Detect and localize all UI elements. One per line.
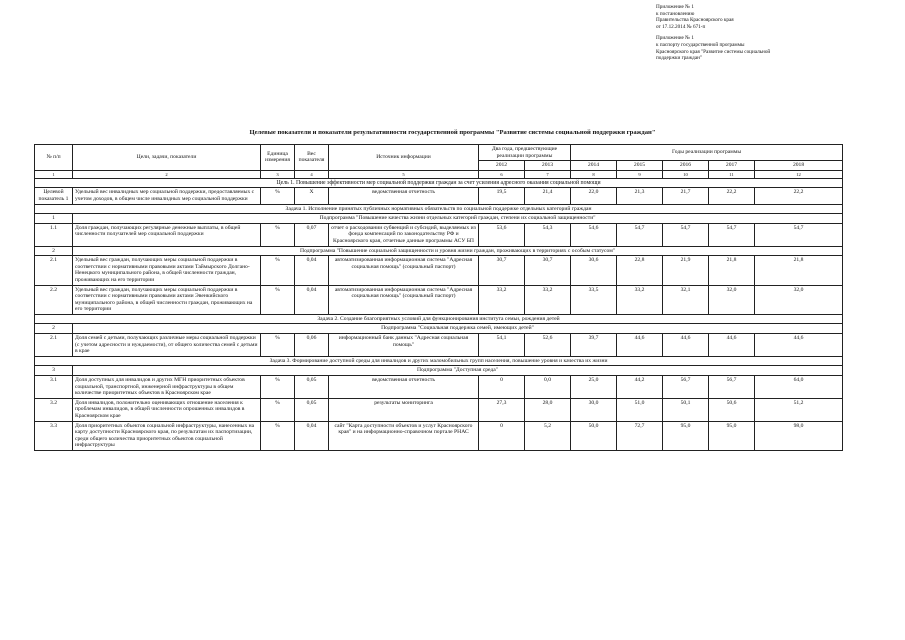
indicator-unit: % bbox=[261, 398, 295, 421]
indicators-table bbox=[34, 144, 843, 451]
indicator-value: 22,2 bbox=[709, 188, 755, 204]
indicator-value: 0 bbox=[479, 376, 525, 399]
indicator-number: 3.1 bbox=[35, 376, 73, 399]
indicator-name: Доля семей с детьми, получающих различные меры социальной поддержки (с учетом адресности и нуждаемости), от общего количества семей с детьми в крае bbox=[73, 334, 261, 357]
indicator-value: 0,0 bbox=[525, 376, 571, 399]
indicator-weight: 0,06 bbox=[295, 334, 329, 357]
table-row bbox=[35, 188, 843, 204]
indicator-value: 54,6 bbox=[571, 223, 617, 246]
indicator-source: автоматизированная информационная система "Адресная социальная помощь" (социальный паспорт) bbox=[329, 285, 479, 314]
indicator-number: Целевой показатель 1 bbox=[35, 188, 73, 204]
indicator-value: 44,6 bbox=[755, 334, 843, 357]
subprogram-row bbox=[35, 366, 843, 376]
appendix-note-decree bbox=[656, 4, 896, 30]
indicator-number: 3.2 bbox=[35, 398, 73, 421]
col-index: 6 bbox=[479, 170, 525, 178]
indicator-name: Доля приоритетных объектов социальной инфраструктуры, нанесенных на карту доступности Красноярского края, по результатам их паспортизации, среди общего количества приоритетных объектов социальной инфраструктуры bbox=[73, 421, 261, 450]
note-line: Правительства Красноярского края bbox=[656, 17, 734, 24]
indicator-source: ведомственная отчетность bbox=[329, 188, 479, 204]
col-unit-header: Единица измерения bbox=[261, 145, 295, 171]
col-num-header: № п/п bbox=[35, 145, 73, 171]
indicator-value: 0 bbox=[479, 421, 525, 450]
indicator-value: 64,0 bbox=[755, 376, 843, 399]
indicator-value: 33,2 bbox=[617, 285, 663, 314]
indicator-source: автоматизированная информационная система "Адресная социальная помощь" (социальный паспорт) bbox=[329, 256, 479, 285]
indicator-value: 44,6 bbox=[617, 334, 663, 357]
indicator-unit: % bbox=[261, 188, 295, 204]
indicator-number: 2.1 bbox=[35, 334, 73, 357]
subprogram-number: 2 bbox=[35, 246, 73, 256]
note-line: Приложение № 1 bbox=[656, 35, 694, 42]
col-index: 3 bbox=[261, 170, 295, 178]
indicator-source: информационный банк данных "Адресная социальная помощь" bbox=[329, 334, 479, 357]
indicator-value: 52,6 bbox=[525, 334, 571, 357]
indicator-value: 54,7 bbox=[663, 223, 709, 246]
indicator-value: 51,2 bbox=[755, 398, 843, 421]
year-2013: 2013 bbox=[525, 161, 571, 171]
appendix-note-passport bbox=[656, 35, 896, 61]
indicator-name: Доля доступных для инвалидов и других МГН приоритетных объектов социальной, транспортной, инженерной инфраструктуры в общем количестве приоритетных объектов в Красноярском крае bbox=[73, 376, 261, 399]
indicator-name: Удельный вес граждан, получающих меры социальной поддержки в соответствии с нормативными правовыми актами Таймырского Долгано-Ненецкого муниципального района, в общей численности граждан, проживающих на его территории bbox=[73, 256, 261, 285]
col-index: 5 bbox=[329, 170, 479, 178]
goal-title: Цель 1. Повышение эффективности мер социальной поддержки граждан за счет усиления адресного оказания социальной помощи bbox=[35, 178, 843, 188]
table-row bbox=[35, 376, 843, 399]
indicator-unit: % bbox=[261, 376, 295, 399]
indicator-value: 54,7 bbox=[617, 223, 663, 246]
indicator-value: 5,2 bbox=[525, 421, 571, 450]
indicator-value: 95,0 bbox=[709, 421, 755, 450]
indicator-source: отчет о расходовании субвенций и субсидий, выделяемых из фонда компенсаций по законодательству РФ и Красноярского края, отчетные данные программы АСУ БП bbox=[329, 223, 479, 246]
document-title: Целевые показатели и показатели результативности государственной программы "Развитие системы социальной поддержки граждан" bbox=[249, 129, 656, 136]
indicator-value: 56,7 bbox=[709, 376, 755, 399]
indicator-name: Удельный вес граждан, получающих меры социальной поддержки в соответствии с нормативными правовыми актами Эвенкийского муниципального района, в общей численности граждан, проживающих на его территории bbox=[73, 285, 261, 314]
indicator-value: 50,1 bbox=[663, 398, 709, 421]
note-line: к постановлению bbox=[656, 10, 695, 17]
indicator-value: 22,0 bbox=[571, 188, 617, 204]
task-row bbox=[35, 314, 843, 324]
indicator-weight: 0,05 bbox=[295, 376, 329, 399]
indicator-name: Доля инвалидов, положительно оценивающих отношение населения к проблемам инвалидов, в общей численности опрошенных инвалидов в Красноярском крае bbox=[73, 398, 261, 421]
subprogram-number: 3 bbox=[35, 366, 73, 376]
indicator-value: 30,0 bbox=[571, 398, 617, 421]
indicator-value: 30,7 bbox=[525, 256, 571, 285]
indicator-value: 21,4 bbox=[525, 188, 571, 204]
indicator-value: 21,8 bbox=[755, 256, 843, 285]
col-index: 10 bbox=[663, 170, 709, 178]
col-index: 12 bbox=[755, 170, 843, 178]
indicator-weight: 0,05 bbox=[295, 398, 329, 421]
col-index: 2 bbox=[73, 170, 261, 178]
subprogram-title: Подпрограмма "Повышение качества жизни отдельных категорий граждан, степени их социальной защищенности" bbox=[73, 214, 843, 224]
indicator-number: 3.3 bbox=[35, 421, 73, 450]
indicator-value: 33,5 bbox=[571, 285, 617, 314]
col-weight-header: Вес показателя bbox=[295, 145, 329, 171]
indicator-value: 33,2 bbox=[479, 285, 525, 314]
table-row bbox=[35, 421, 843, 450]
column-index-row bbox=[35, 170, 843, 178]
indicator-value: 39,7 bbox=[571, 334, 617, 357]
subprogram-number: 1 bbox=[35, 214, 73, 224]
indicator-value: 33,2 bbox=[525, 285, 571, 314]
indicator-value: 32,0 bbox=[709, 285, 755, 314]
indicator-value: 25,0 bbox=[571, 376, 617, 399]
col-index: 9 bbox=[617, 170, 663, 178]
indicator-value: 53,6 bbox=[479, 223, 525, 246]
note-line: Красноярского края "Развитие системы социальной bbox=[656, 48, 771, 55]
indicator-value: 54,7 bbox=[709, 223, 755, 246]
indicator-unit: % bbox=[261, 285, 295, 314]
col-index: 4 bbox=[295, 170, 329, 178]
indicator-weight: 0,07 bbox=[295, 223, 329, 246]
indicator-value: 21,7 bbox=[663, 188, 709, 204]
table-row bbox=[35, 398, 843, 421]
indicator-value: 44,6 bbox=[663, 334, 709, 357]
year-2012: 2012 bbox=[479, 161, 525, 171]
task-title: Задача 1. Исполнение принятых публичных нормативных обязательств по социальной поддержке отдельных категорий граждан bbox=[35, 204, 843, 214]
indicator-value: 22,2 bbox=[755, 188, 843, 204]
note-line: поддержки граждан" bbox=[656, 55, 703, 62]
year-2014: 2014 bbox=[571, 161, 617, 171]
indicator-source: ведомственная отчетность bbox=[329, 376, 479, 399]
indicator-value: 28,0 bbox=[525, 398, 571, 421]
table-body bbox=[35, 178, 843, 450]
col-index: 1 bbox=[35, 170, 73, 178]
indicator-number: 2.2 bbox=[35, 285, 73, 314]
table-row bbox=[35, 285, 843, 314]
task-row bbox=[35, 356, 843, 366]
note-line: к паспорту государственной программы bbox=[656, 41, 745, 48]
indicator-source: сайт "Карта доступности объектов и услуг Красноярского края" и на информационно-справочном портале РНАС bbox=[329, 421, 479, 450]
indicator-value: 72,7 bbox=[617, 421, 663, 450]
year-2016: 2016 bbox=[663, 161, 709, 171]
indicator-weight: X bbox=[295, 188, 329, 204]
task-title: Задача 3. Формирование доступной среды для инвалидов и других маломобильных групп населения, повышение уровня и качества их жизни bbox=[35, 356, 843, 366]
indicator-value: 51,0 bbox=[617, 398, 663, 421]
year-2018: 2018 bbox=[755, 161, 843, 171]
indicator-value: 21,9 bbox=[663, 256, 709, 285]
table-row bbox=[35, 223, 843, 246]
col-program-years-header: Годы реализации программы bbox=[571, 145, 843, 161]
indicator-value: 54,3 bbox=[525, 223, 571, 246]
indicator-value: 30,7 bbox=[479, 256, 525, 285]
indicator-value: 44,2 bbox=[617, 376, 663, 399]
col-index: 11 bbox=[709, 170, 755, 178]
indicator-value: 21,8 bbox=[709, 256, 755, 285]
indicator-weight: 0,04 bbox=[295, 256, 329, 285]
indicator-value: 95,0 bbox=[663, 421, 709, 450]
subprogram-title: Подпрограмма "Социальная поддержка семей, имеющих детей" bbox=[73, 324, 843, 334]
table-row bbox=[35, 256, 843, 285]
indicator-name: Удельный вес инвалидных мер социальной поддержки, предоставляемых с учетом доходов, в общем числе инвалидных мер социальной поддержки bbox=[73, 188, 261, 204]
indicator-value: 98,0 bbox=[755, 421, 843, 450]
col-index: 7 bbox=[525, 170, 571, 178]
indicator-value: 50,0 bbox=[571, 421, 617, 450]
note-line: Приложение № 1 bbox=[656, 4, 694, 10]
indicator-name: Доля граждан, получающих регулярные денежные выплаты, в общей численности получателей мер социальной поддержки bbox=[73, 223, 261, 246]
col-prev-years-header: Два года, предшествующие реализации программы bbox=[479, 145, 571, 161]
indicator-value: 54,7 bbox=[755, 223, 843, 246]
indicator-value: 44,6 bbox=[709, 334, 755, 357]
indicator-weight: 0,04 bbox=[295, 421, 329, 450]
year-2015: 2015 bbox=[617, 161, 663, 171]
col-goals-header: Цели, задачи, показатели bbox=[73, 145, 261, 171]
note-line: от 17.12.2014 № 671-п bbox=[656, 23, 706, 30]
indicator-value: 19,5 bbox=[479, 188, 525, 204]
year-2017: 2017 bbox=[709, 161, 755, 171]
indicator-unit: % bbox=[261, 256, 295, 285]
indicator-unit: % bbox=[261, 223, 295, 246]
col-index: 8 bbox=[571, 170, 617, 178]
indicator-unit: % bbox=[261, 421, 295, 450]
indicator-value: 32,0 bbox=[755, 285, 843, 314]
indicator-number: 1.1 bbox=[35, 223, 73, 246]
indicator-unit: % bbox=[261, 334, 295, 357]
indicator-value: 30,6 bbox=[571, 256, 617, 285]
task-row bbox=[35, 204, 843, 214]
col-source-header: Источник информации bbox=[329, 145, 479, 171]
header-row bbox=[35, 145, 843, 161]
subprogram-row bbox=[35, 246, 843, 256]
subprogram-title: Подпрограмма "Доступная среда" bbox=[73, 366, 843, 376]
goal-row bbox=[35, 178, 843, 188]
indicator-value: 54,1 bbox=[479, 334, 525, 357]
indicator-number: 2.1 bbox=[35, 256, 73, 285]
indicator-value: 22,8 bbox=[617, 256, 663, 285]
indicator-source: результаты мониторинга bbox=[329, 398, 479, 421]
task-title: Задача 2. Создание благоприятных условий для функционирования института семьи, рождения детей bbox=[35, 314, 843, 324]
subprogram-row bbox=[35, 324, 843, 334]
indicator-value: 27,3 bbox=[479, 398, 525, 421]
subprogram-row bbox=[35, 214, 843, 224]
indicator-value: 50,6 bbox=[709, 398, 755, 421]
indicator-weight: 0,04 bbox=[295, 285, 329, 314]
indicator-value: 21,3 bbox=[617, 188, 663, 204]
indicator-value: 32,1 bbox=[663, 285, 709, 314]
subprogram-title: Подпрограмма "Повышение социальной защищенности и уровня жизни граждан, проживающих в территориях с особым статусом" bbox=[73, 246, 843, 256]
subprogram-number: 2 bbox=[35, 324, 73, 334]
indicator-value: 56,7 bbox=[663, 376, 709, 399]
table-row bbox=[35, 334, 843, 357]
header-notes bbox=[656, 4, 896, 67]
